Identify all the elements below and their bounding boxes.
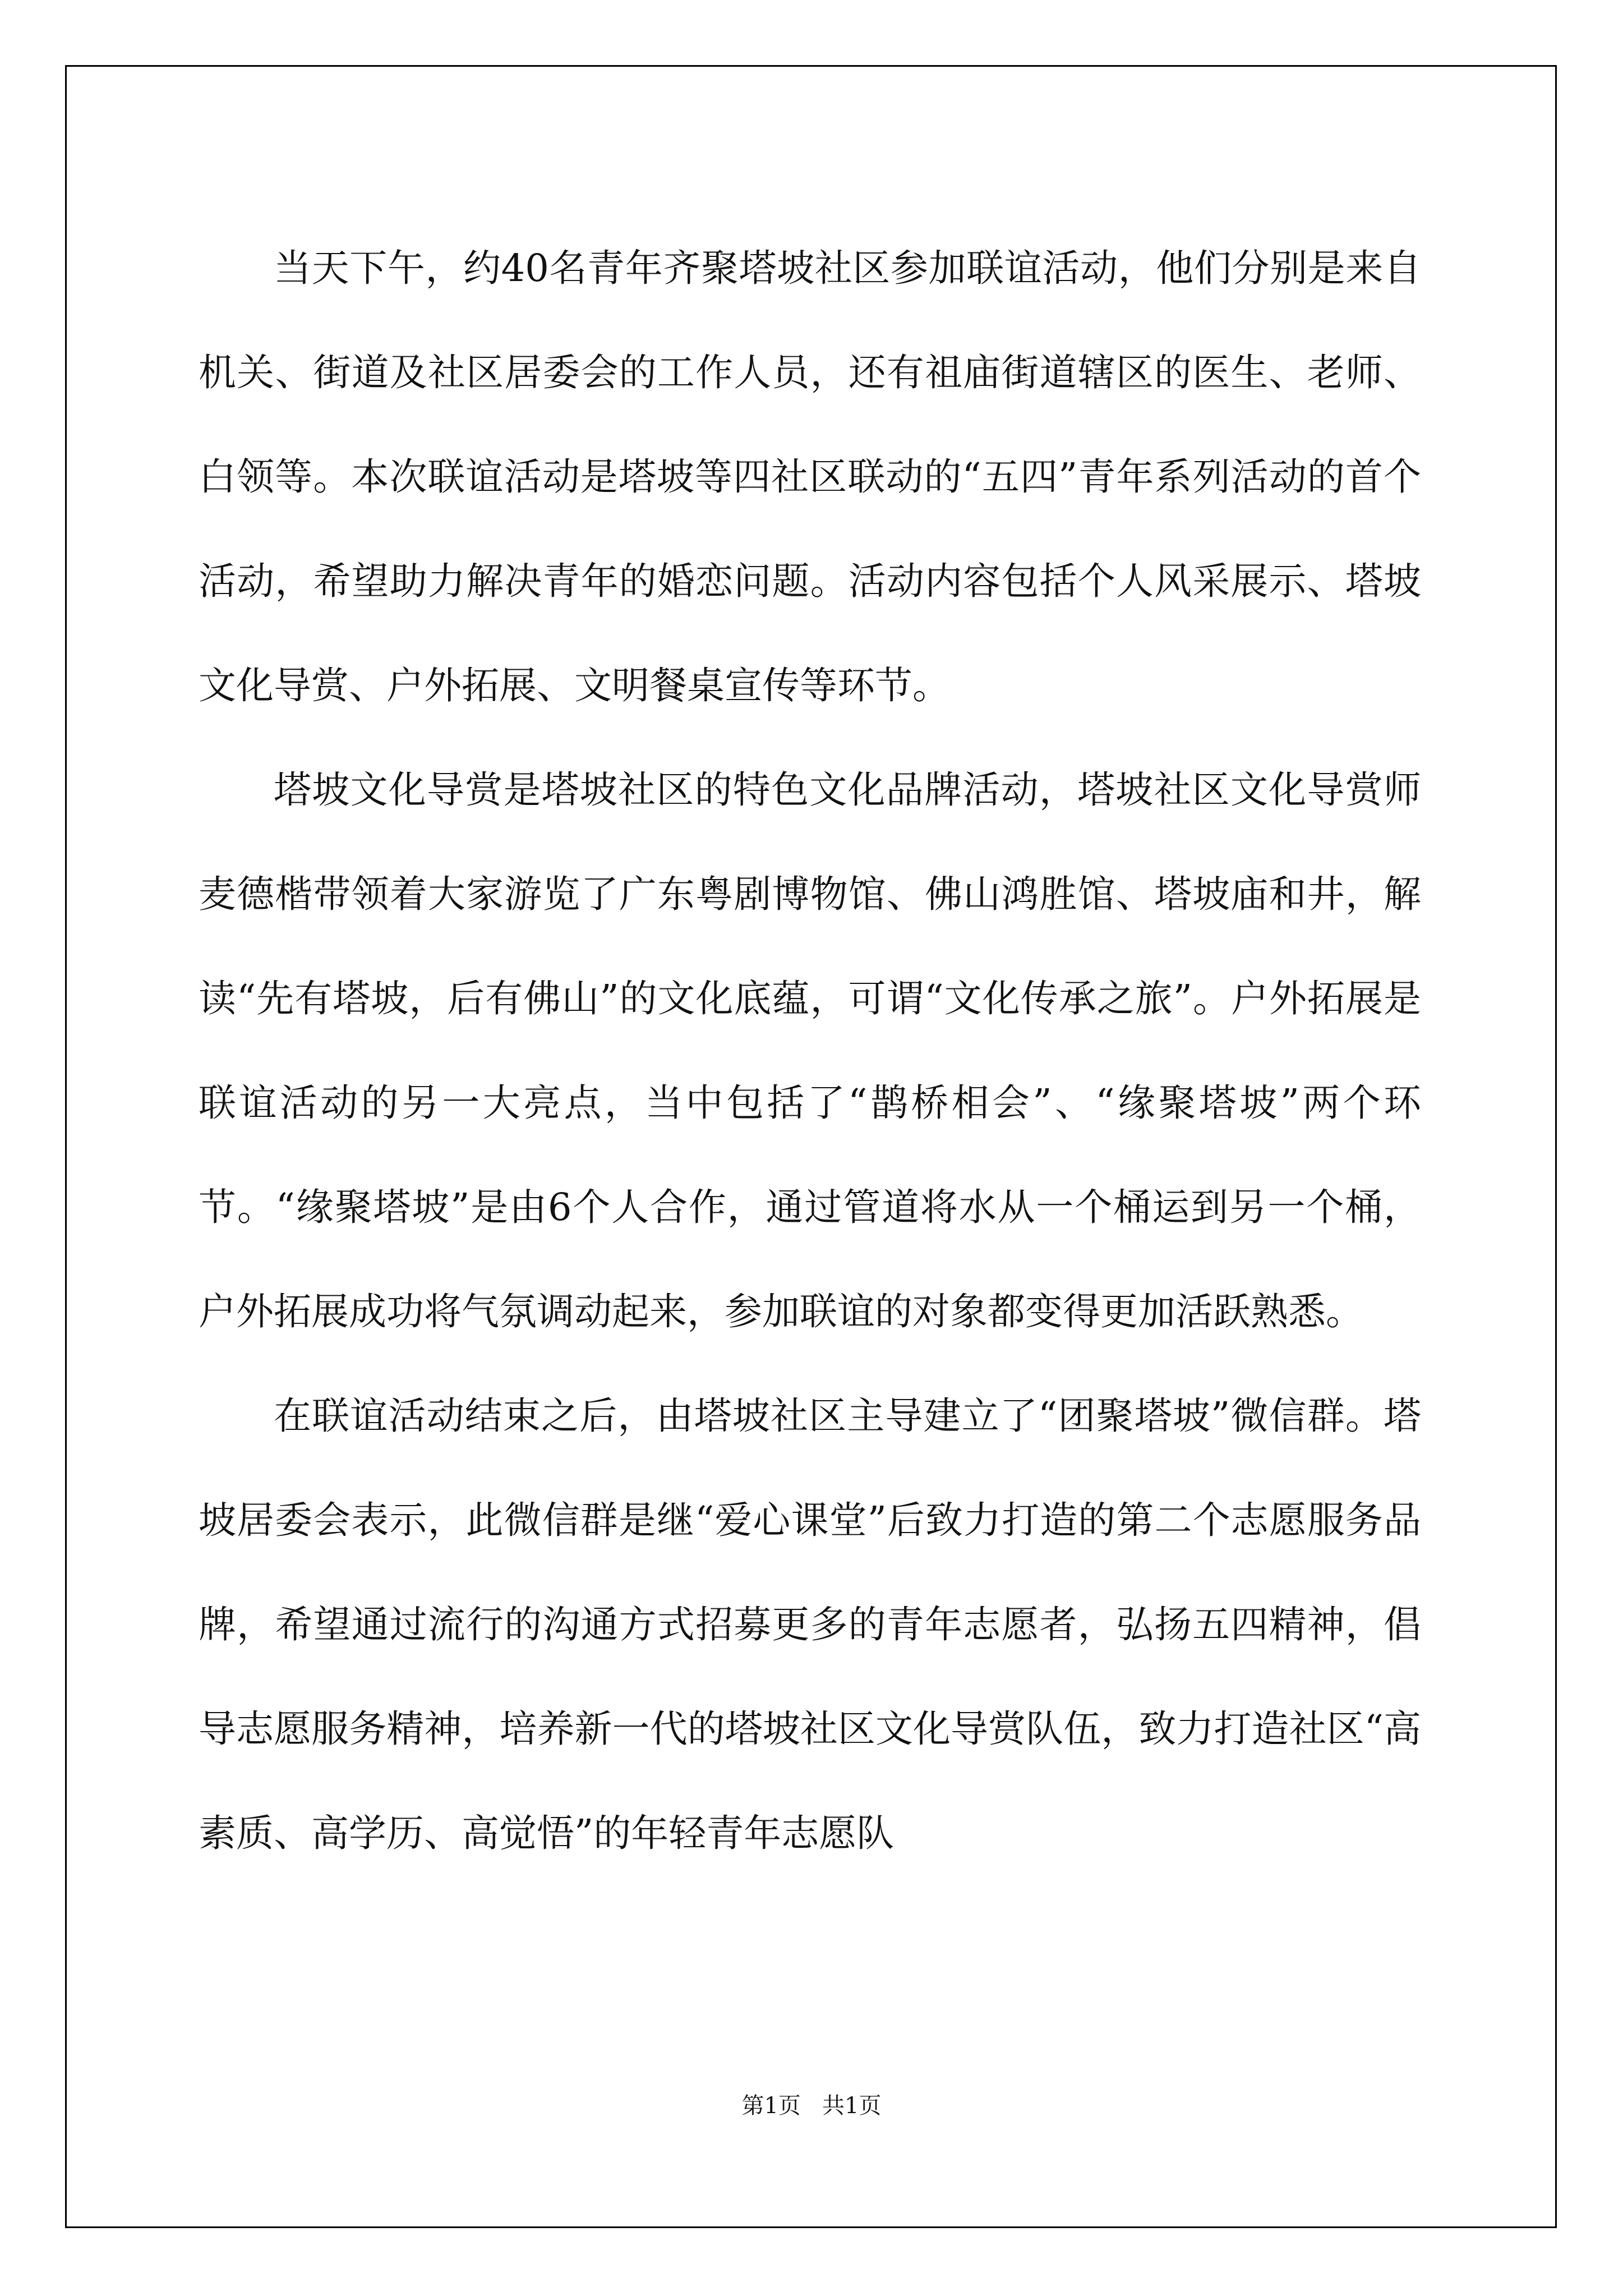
paragraph-2: 塔坡文化导赏是塔坡社区的特色文化品牌活动，塔坡社区文化导赏师麦德楷带领着大家游览了广东粤剧博物馆、佛山鸿胜馆、塔坡庙和井，解读“先有塔坡，后有佛山”的文化底蕴，可谓“文化传承之旅”。户外拓展是联谊活动的另一大亮点，当中包括了“鹊桥相会”、“缘聚塔坡”两个环节。“缘聚塔坡”是由6个人合作，通过管道将水从一个桶运到另一个桶，户外拓展成功将气氛调动起来，参加联谊的对象都变得更加活跃熟悉。 bbox=[199, 768, 1421, 1333]
paragraph-3: 在联谊活动结束之后，由塔坡社区主导建立了“团聚塔坡”微信群。塔坡居委会表示，此微信群是继“爱心课堂”后致力打造的第二个志愿服务品牌，希望通过流行的沟通方式招募更多的青年志愿者，弘扬五四精神，倡导志愿服务精神，培养新一代的塔坡社区文化导赏队伍，致力打造社区“高素质、高学历、高觉悟”的年轻青年志愿队 bbox=[199, 1394, 1421, 1855]
page-footer: 第1页 共1页 bbox=[741, 2093, 882, 2119]
paragraph-1: 当天下午，约40名青年齐聚塔坡社区参加联谊活动，他们分别是来自机关、街道及社区居委会的工作人员，还有祖庙街道辖区的医生、老师、白领等。本次联谊活动是塔坡等四社区联动的“五四”青年系列活动的首个活动，希望助力解决青年的婚恋问题。活动内容包括个人风采展示、塔坡文化导赏、户外拓展、文明餐桌宣传等环节。 bbox=[199, 246, 1421, 707]
document-body bbox=[199, 216, 1421, 1885]
